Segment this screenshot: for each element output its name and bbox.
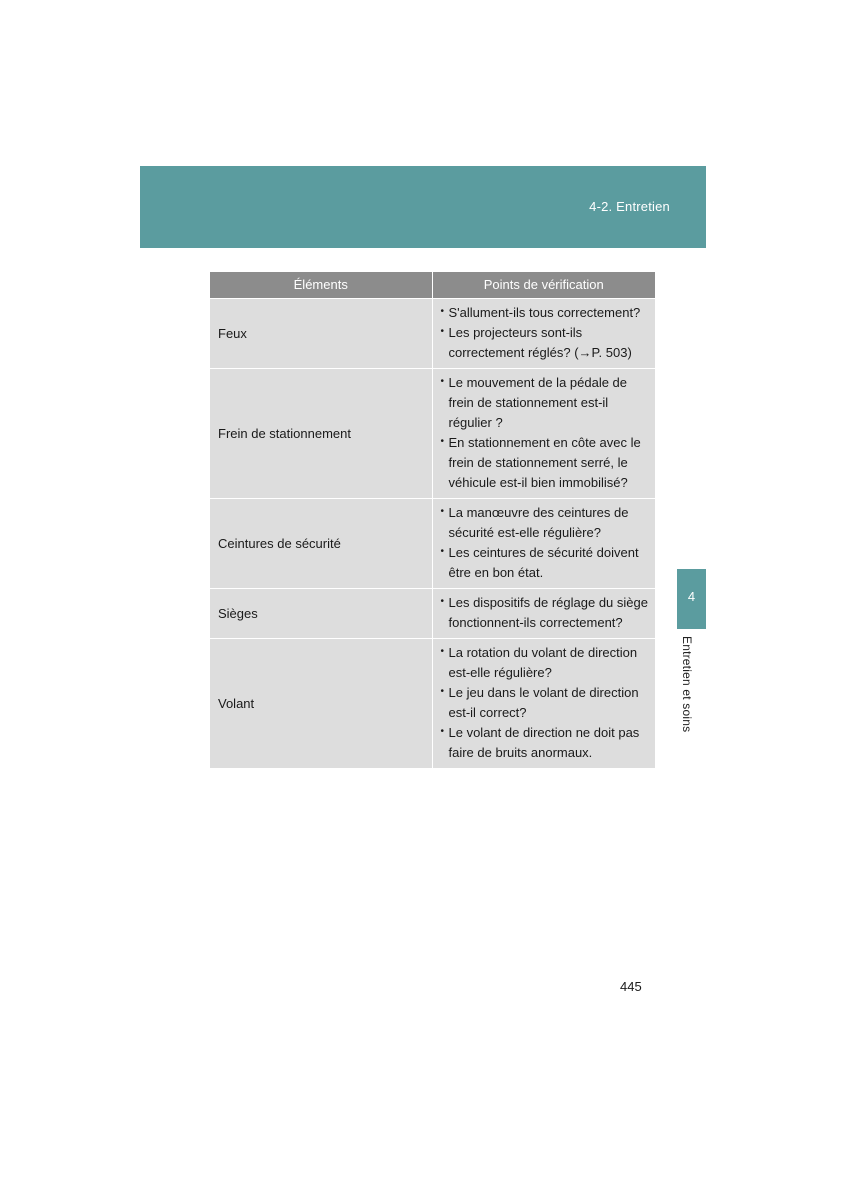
points-cell xyxy=(432,499,655,589)
chapter-number: 4 xyxy=(687,589,696,604)
item-cell: Volant xyxy=(210,639,432,769)
table-header-row xyxy=(210,272,655,299)
column-header-points: Points de vérification xyxy=(432,272,655,299)
points-cell xyxy=(432,589,655,639)
points-list xyxy=(441,373,650,493)
section-title: 4-2. Entretien xyxy=(589,199,670,214)
list-item: • En stationnement en côte avec le frein de stationnement serré, le véhicule est-il bien immobilisé? xyxy=(441,433,650,493)
list-item: • Les projecteurs sont-ils correctement réglés? (→P. 503) xyxy=(441,323,650,363)
table-row xyxy=(210,499,655,589)
item-cell: Frein de stationnement xyxy=(210,369,432,499)
points-list xyxy=(441,503,650,583)
list-item: • Les ceintures de sécurité doivent être en bon état. xyxy=(441,543,650,583)
item-cell: Sièges xyxy=(210,589,432,639)
list-item: • Le volant de direction ne doit pas faire de bruits anormaux. xyxy=(441,723,650,763)
list-item: • La rotation du volant de direction est-elle régulière? xyxy=(441,643,650,683)
table-row xyxy=(210,369,655,499)
points-cell xyxy=(432,639,655,769)
page-number: 445 xyxy=(620,979,642,994)
points-list xyxy=(441,303,650,363)
list-item: • Les dispositifs de réglage du siège fonctionnent-ils correctement? xyxy=(441,593,650,633)
list-item: • Le jeu dans le volant de direction est-il correct? xyxy=(441,683,650,723)
section-header-band xyxy=(140,166,706,248)
table-row xyxy=(210,639,655,769)
list-item: • S'allument-ils tous correctement? xyxy=(441,303,650,323)
list-item: • La manœuvre des ceintures de sécurité est-elle régulière? xyxy=(441,503,650,543)
table-row xyxy=(210,589,655,639)
points-cell xyxy=(432,299,655,369)
inspection-table xyxy=(210,272,655,769)
table-row xyxy=(210,299,655,369)
chapter-tab xyxy=(677,569,706,629)
points-cell xyxy=(432,369,655,499)
points-list xyxy=(441,643,650,763)
item-cell: Feux xyxy=(210,299,432,369)
points-list xyxy=(441,593,650,633)
column-header-elements: Éléments xyxy=(210,272,432,299)
chapter-label: Entretien et soins xyxy=(680,636,694,733)
item-cell: Ceintures de sécurité xyxy=(210,499,432,589)
list-item: • Le mouvement de la pédale de frein de stationnement est-il régulier ? xyxy=(441,373,650,433)
